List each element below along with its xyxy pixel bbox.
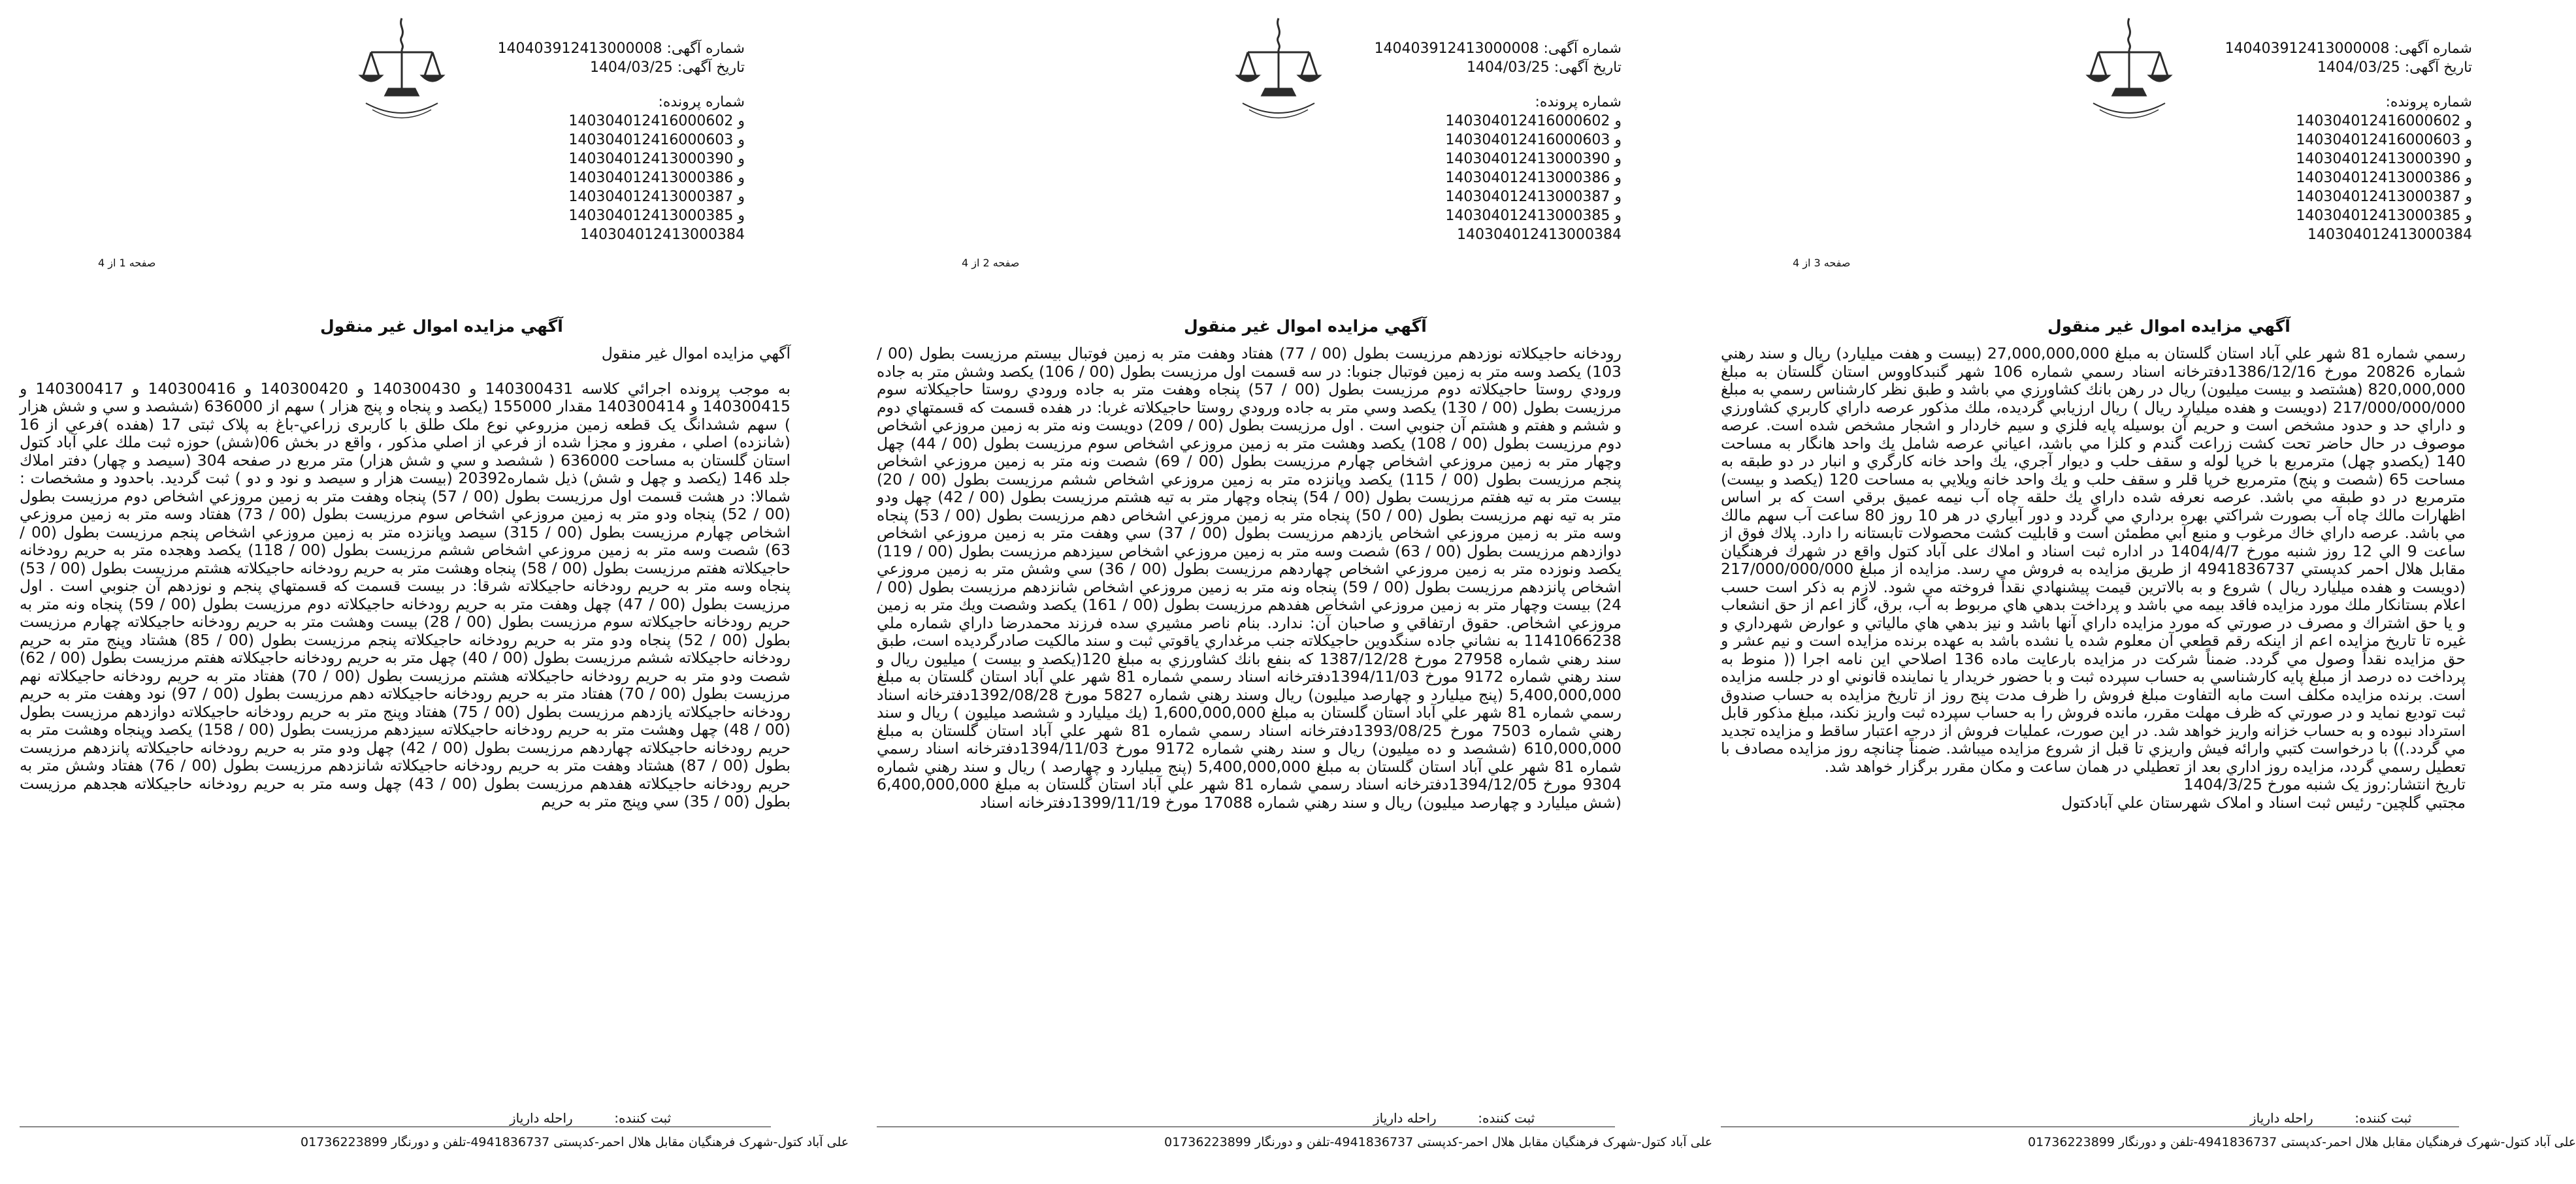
case-numbers: [497, 93, 745, 244]
notice-date: 1404/03/25: [1466, 59, 1550, 76]
notice-number-label: شماره آگهی:: [666, 40, 745, 57]
office-address: علی آباد کتول-شهرک فرهنگیان مقابل هلال احمر-کدپستی 4941836737-تلفن و دورنگار 01736223899: [1164, 1135, 1713, 1149]
case-number: 140304012413000387 و: [2296, 189, 2472, 205]
notice-date: 1404/03/25: [2317, 59, 2400, 76]
case-number: 140304012413000385 و: [2296, 208, 2472, 224]
notice-body: [1721, 345, 2466, 812]
case-number: 140304012413000390 و: [1445, 151, 1622, 167]
case-label: شماره پرونده:: [1535, 94, 1622, 110]
case-number: 140304012416000602 و: [1445, 113, 1622, 129]
registrant: [510, 1110, 671, 1126]
case-number: 140304012413000390 و: [2296, 151, 2472, 167]
notice-date-label: تاریخ آگهی:: [2404, 59, 2472, 76]
notice-page-1: [0, 0, 849, 1184]
notice-title: آگهي مزايده اموال غير منقول: [2047, 317, 2291, 336]
notice-title: آگهي مزايده اموال غير منقول: [320, 317, 563, 336]
notice-meta: [2224, 39, 2472, 244]
notice-meta: [497, 39, 745, 244]
case-number: 140304012413000387 و: [1445, 189, 1622, 205]
case-label: شماره پرونده:: [658, 94, 745, 110]
page-number: صفحه 2 از 4: [962, 257, 1020, 269]
publication-date: تاريخ انتشار:روز يک شنبه مورخ 1404/3/25: [2183, 775, 2466, 793]
registrant: [1373, 1110, 1535, 1126]
notice-title: آگهي مزايده اموال غير منقول: [1184, 317, 1427, 336]
body-text: رودخانه حاجيكلاته نوزدهم مرزيست بطول (00 / 77) هفتاد وهفت متر به زمين فوتبال بيستم مرزيست بطول (00 / 103) يكصد وسه متر به زمين فوتبال جنوبا: در سه قسمت اول مرزيست بطول (00 / 106) يكصد وشش متر به جاده ورودي روستا حاجيكلاته دوم مرزيست بطول (00 / 57) پنجاه وهفت متر به جاده ورودي روستا حاجيكلاته سوم مرزيست بطول (00 / 130) يكصد وسي متر به جاده ورودي روستا حاجيكلاته غربا: در هفده قسمت كه قسمتهاي دوم و ششم و هفتم و هشتم آن جنوبي است . اول مرزيست بطول (00 / 209) دويست ونه متر به زمين مروزعي اشخاص دوم مرزيست بطول (00 / 108) يكصد وهشت متر به زمين مروزعي اشخاص سوم مرزيست بطول (00 / 44) چهل وچهار متر به زمين مروزعي اشخاص چهارم مرزيست بطول (00 / 69) شصت ونه متر به زمين مروزعي اشخاص پنجم مرزيست بطول (00 / 115) يكصد وپانزده متر به زمين مروزعي اشخاص ششم مرزيست بطول (00 / 20) بيست متر به تيه هفتم مرزيست بطول (00 / 54) پنجاه وچهار متر به تيه هشتم مرزيست بطول (00 / 42) چهل ودو متر به تيه نهم مرزيست بطول (00 / 50) پنجاه متر به زمين مروزعي اشخاص دهم مرزيست بطول (00 / 53) پنجاه وسه متر به زمين مروزعي اشخاص يازدهم مرزيست بطول (00 / 37) سي وهفت متر به زمين مروزعي اشخاص دوازدهم مرزيست بطول (00 / 63) شصت وسه متر به زمين مروزعي اشخاص سيزدهم مرزيست بطول (00 / 119) يكصد ونوزده متر به زمين مروزعي اشخاص چهاردهم مرزيست بطول (00 / 36) سي وشش متر به زمين مروزعي اشخاص پانزدهم مرزيست بطول (00 / 59) پنجاه ونه متر به زمين مروزعي اشخاص شانزدهم مرزيست بطول (00 / 24) بيست وچهار متر به زمين مروزعي اشخاص هفدهم مرزيست بطول (00 / 161) يكصد وشصت ويك متر به زمين مروزعي اشخاص. حقوق ارتفاقي و صاحبان آن: ندارد. بنام ناصر مشيري سده فرزند محمدرضا داراي شماره ملي 1141066238 به نشاني جاده سنگدوين حاجيكلاته جنب مرغداري ياقوتي ثبت و سند مالكيت صادرگرديده است، طبق سند رهني شماره 27958 مورخ 1387/12/28 كه بنفع بانك كشاورزي به مبلغ 120(يكصد و بيست ) ميليون ريال و سند رهني شماره 9172 مورخ 1394/11/03دفترخانه اسناد رسمي شماره 81 شهر علي آباد استان گلستان به مبلغ 5,400,000,000 (پنج ميليارد و چهارصد ميليون) ريال وسند رهني شماره 5827 مورخ 1392/08/28دفترخانه اسناد رسمي شماره 81 شهر علي آباد استان گلستان به مبلغ 1,600,000,000 (يك ميليارد و ششصد ميليون ) ريال و سند رهني شماره 7503 مورخ 1393/08/25دفترخانه اسناد رسمي شماره 81 شهر علي آباد استان گلستان به مبلغ 610,000,000 (ششصد و ده ميليون) ريال و سند رهني شماره 9172 مورخ 1394/11/03دفترخانه اسناد رسمي شماره 81 شهر علي آباد استان گلستان به مبلغ 5,400,000,000 (پنج ميليارد و چهارصد ) ريال و سند رهني شماره 9304 مورخ 1394/12/05دفترخانه اسناد رسمي شماره 81 شهر علي آباد استان گلستان به مبلغ 6,400,000,000 (شش ميليارد و چهارصد ميليون) ريال و سند رهني شماره 17088 مورخ 1399/11/19دفترخانه اسناد: [877, 344, 1622, 812]
case-number: 140304012416000603 و: [568, 132, 745, 148]
page-number: صفحه 3 از 4: [1793, 257, 1851, 269]
registrant-label: ثبت کننده:: [2355, 1110, 2412, 1126]
notice-meta: [1373, 39, 1622, 244]
case-numbers: [1373, 93, 1622, 244]
case-number: 140304012413000386 و: [568, 170, 745, 186]
judiciary-scales-emblem-icon: [353, 12, 451, 123]
case-number: 140304012413000390 و: [568, 151, 745, 167]
notice-date-label: تاریخ آگهی:: [1554, 59, 1622, 76]
case-number: 140304012416000602 و: [568, 113, 745, 129]
case-number: 140304012413000385 و: [1445, 208, 1622, 224]
case-number: 140304012413000384: [580, 227, 745, 243]
case-label: شماره پرونده:: [2385, 94, 2472, 110]
notice-subtitle: آگهي مزايده اموال غير منقول: [601, 344, 791, 362]
notice-page-2: [838, 0, 1713, 1184]
notice-date: 1404/03/25: [589, 59, 673, 76]
case-number: 140304012413000385 و: [568, 208, 745, 224]
notice-body: [877, 345, 1622, 812]
case-number: 140304012413000386 و: [2296, 170, 2472, 186]
notice-number: 140403912413000008: [497, 40, 662, 57]
body-text: رسمي شماره 81 شهر علي آباد استان گلستان به مبلغ 27,000,000,000 (بيست و هفت ميليارد) ريال و سند رهني شماره 20826 مورخ 1386/12/16دفترخانه اسناد رسمي شماره 106 شهر گنبدكاووس استان گلستان به مبلغ 820,000,000 (هشتصد و بيست ميليون) ريال در رهن بانك كشاورزي مي باشد و طبق نظر كارشناس رسمي به مبلغ 217/000/000/000 (دويست و هفده ميليارد ريال ) ريال ارزيابي گرديده، ملك مذكور عرصه داراي كاربري كشاورزي و داراي حد و حدود مشخص است و حريم آن بوسيله پايه فلزي و سيم خاردار و اشجار مشخص شده است. عرصه موصوف در حال حاضر تحت كشت زراعت گندم و كلزا مي باشد، اعياني عرصه شامل يك واحد هانگار به مساحت 140 (يكصدو چهل) مترمربع با خرپا لوله و سقف حلب و ديوار آجري، يك واحد خانه كارگري و انبار در دو طبقه به مساحت 65 (شصت و پنج) مترمربع خرپا قلر و سقف حلب و يك واحد خانه ويلايي به مساحت 120 (يكصد و بيست) مترمربع در دو طبقه مي باشد. عرصه نعرفه شده داراي يك حلقه چاه آب نيمه عميق برقي است كه بر اساس اظهارات مالك چاه آب بصورت شراكتي بهره برداري مي گردد و دور آبياري در هر 10 روز 80 ساعت آب سهم مالك مي باشد. عرصه داراي خاك مرغوب و منبع آبي مطمئن است و قابليت كشت محصولات تابستانه را دارد. پلاك فوق از ساعت 9 الي 12 روز شنبه مورخ 1404/4/7 در اداره ثبت اسناد و املاك على آباد كتول واقع در شهرك فرهنگيان مقابل هلال احمر كدپستي 4941836737 از طريق مزايده به فروش مي رسد. مزايده از مبلغ 217/000/000/000 (دويست و هفده ميليارد ريال ) شروع و به بالاترين قيمت پيشنهادي نقداً فروخته مي شود. لازم به ذكر است حسب اعلام بستانكار ملك مورد مزايده فاقد بيمه مي باشد و پرداخت بدهي هاي مربوط به آب، برق، گاز اعم از حق انشعاب و يا حق اشتراك و مصرف در صورتي كه مورد مزايده داراي آنها باشد و نيز بدهي هاي مالياتي و عوارض شهرداري و غيره تا تاريخ مزايده اعم از اينكه رقم قطعي آن معلوم شده يا نشده باشد به عهده برنده مزايده است و نيم عشر و حق مزايده نقداً وصول مي گردد. ضمناً شركت در مزايده بارعايت ماده 136 اصلاحي اين نامه اجرا (( منوط به پرداخت ده درصد از مبلغ پايه كارشناسي به حساب سپرده ثبت و با حضور خريدار يا نماينده قانوني او در جلسه مزايده است. برنده مزايده مكلف است مابه التفاوت مبلغ فروش را ظرف مدت پنج روز از تاريخ مزايده به حساب صندوق ثبت توديع نمايد و در صورتي كه ظرف مهلت مقرر، مانده فروش را به حساب سپرده ثبت واريز نكند، مبلغ مذكور قابل استرداد نبوده و به حساب خزانه واريز خواهد شد. در اين صورت، عمليات فروش از درجه اعتبار ساقط و مزايده تجديد مي گردد.)) با درخواست كتبي وارائه فيش واريزي تا قبل از شروع مزايده ميباشد. ضمناً چنانچه روز مزايده مصادف با تعطيل رسمي گردد، مزايده روز اداري بعد از تعطيلي در همان ساعت و مكان مقرر برگزار خواهد شد.: [1721, 344, 2466, 776]
notice-page-3: [1675, 0, 2576, 1184]
registrant-label: ثبت کننده:: [614, 1110, 672, 1126]
case-number: 140304012413000384: [2307, 227, 2472, 243]
case-number: 140304012413000384: [1457, 227, 1622, 243]
notice-number-label: شماره آگهی:: [2394, 40, 2472, 57]
notice-date-label: تاریخ آگهی:: [677, 59, 745, 76]
signer: مجتبي گلچين- رئيس ثبت اسناد و املاک شهرستان علي آبادکتول: [2061, 793, 2466, 812]
case-number: 140304012416000603 و: [2296, 132, 2472, 148]
office-address: علی آباد کتول-شهرک فرهنگیان مقابل هلال احمر-کدپستی 4941836737-تلفن و دورنگار 01736223899: [301, 1135, 849, 1149]
case-numbers: [2224, 93, 2472, 244]
notice-number: 140403912413000008: [2225, 40, 2390, 57]
case-number: 140304012416000603 و: [1445, 132, 1622, 148]
registrant-label: ثبت کننده:: [1478, 1110, 1535, 1126]
case-number: 140304012416000602 و: [2296, 113, 2472, 129]
page-number: صفحه 1 از 4: [98, 257, 156, 269]
judiciary-scales-emblem-icon: [1230, 12, 1328, 123]
notice-body: [20, 345, 791, 811]
notice-number: 140403912413000008: [1374, 40, 1539, 57]
notice-number-label: شماره آگهی:: [1543, 40, 1622, 57]
office-address: علی آباد کتول-شهرک فرهنگیان مقابل هلال احمر-کدپستی 4941836737-تلفن و دورنگار 01736223899: [2028, 1135, 2576, 1149]
body-text: به موجب پرونده اجرائي كلاسه 140300431 و 140300430 و 140300420 و 140300416 و 140300417 و 140300415 و 140300414 مقدار 155000 (يكصد و پنجاه و پنج هزار ) سهم از 636000 (ششصد و سي و شش هزار ) سهم ششدانگ يک قطعه زمين مزروعي نوع ملک طلق با کاربری زراعي-باغ به پلاک ثبتی 17 (هفده )فرعي از 16 (شانزده) اصلي ، مفروز و مجزا شده از فرعي از اصلي مذكور ، واقع در بخش 06(شش) حوزه ثبت ملك علي آباد كتول استان گلستان به مساحت 636000 ( ششصد و سي و شش هزار) متر مربع در صفحه 304 (سيصد و چهار) دفتر املاك جلد 146 (يكصد و چهل و شش) ذيل شماره20392 (بيست هزار و سيصد و نود و دو ) ثبت گرديد. باحدود و مشخصات : شمالا: در هشت قسمت اول مرزيست بطول (00 / 57) پنجاه وهفت متر به زمين مروزعي اشخاص دوم مرزيست بطول (00 / 52) پنجاه ودو متر به زمين مروزعي اشخاص سوم مرزيست بطول (00 / 73) هفتاد وسه متر به زمين مروزعي اشخاص چهارم مرزيست بطول (00 / 315) سيصد وپانزده متر به زمين مروزعي اشخاص پنجم مرزيست بطول (00 / 63) شصت وسه متر به زمين مروزعي اشخاص ششم مرزيست بطول (00 / 118) يكصد وهجده متر به حريم رودخانه حاجيكلاته هفتم مرزيست بطول (00 / 58) پنجاه وهشت متر به حريم رودخانه حاجيكلاته هشتم مرزيست بطول (00 / 53) پنجاه وسه متر به حريم رودخانه حاجيكلاته شرقا: در بيست قسمت كه قسمتهاي پنجم و نوزدهم آن جنوبي است . اول مرزيست بطول (00 / 47) چهل وهفت متر به حريم رودخانه حاجيكلاته دوم مرزيست بطول (00 / 59) پنجاه ونه متر به حريم رودخانه حاجيكلاته سوم مرزيست بطول (00 / 28) بيست وهشت متر به حريم رودخانه حاجيكلاته چهارم مرزيست بطول (00 / 52) پنجاه ودو متر به حريم رودخانه حاجيكلاته پنجم مرزيست بطول (00 / 85) هشتاد وپنج متر به حريم رودخانه حاجيكلاته ششم مرزيست بطول (00 / 40) چهل متر به حريم رودخانه حاجيكلاته هفتم مرزيست بطول (00 / 62) شصت ودو متر به حريم رودخانه حاجيكلاته هشتم مرزيست بطول (00 / 70) هفتاد متر به حريم رودخانه حاجيكلاته نهم مرزيست بطول (00 / 70) هفتاد متر به حريم رودخانه حاجيكلاته دهم مرزيست بطول (00 / 97) نود وهفت متر به حريم رودخانه حاجيكلاته يازدهم مرزيست بطول (00 / 75) هفتاد وپنج متر به حريم رودخانه حاجيكلاته دوازدهم مرزيست بطول (00 / 48) چهل وهشت متر به حريم رودخانه حاجيكلاته سيزدهم مرزيست بطول (00 / 158) يكصد وپنجاه وهشت متر به حريم رودخانه حاجيكلاته چهاردهم مرزيست بطول (00 / 42) چهل ودو متر به حريم رودخانه حاجيكلاته پانزدهم مرزيست بطول (00 / 87) هشتاد وهفت متر به حريم رودخانه حاجيكلاته شانزدهم مرزيست بطول (00 / 76) هفتاد وشش متر به حريم رودخانه حاجيكلاته هفدهم مرزيست بطول (00 / 43) چهل وسه متر به حريم رودخانه حاجيكلاته هجدهم مرزيست بطول (00 / 35) سي وپنج متر به حريم: [20, 379, 791, 810]
registrant-name: راحله داریاز: [1373, 1110, 1437, 1126]
case-number: 140304012413000387 و: [568, 189, 745, 205]
registrant: [2250, 1110, 2411, 1126]
case-number: 140304012413000386 و: [1445, 170, 1622, 186]
registrant-name: راحله داریاز: [510, 1110, 573, 1126]
registrant-name: راحله داریاز: [2250, 1110, 2313, 1126]
judiciary-scales-emblem-icon: [2080, 12, 2178, 123]
